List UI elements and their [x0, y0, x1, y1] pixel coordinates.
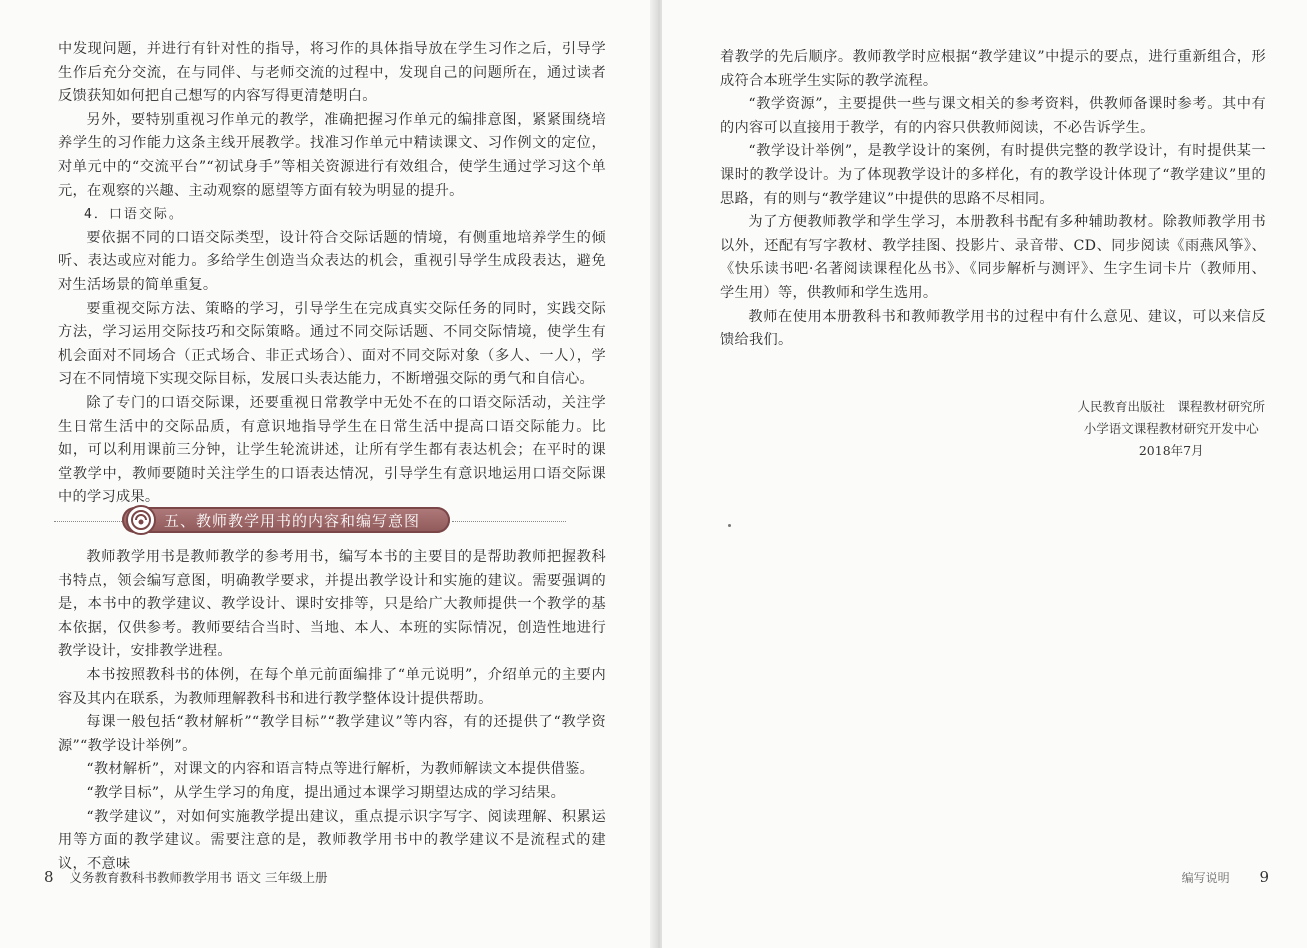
right-text [720, 46, 1266, 353]
signature-date: 2018年7月 [1138, 443, 1204, 458]
paragraph: 每课一般包括“教材解析”“教学目标”“教学建议”等内容，有的还提供了“教学资源”“教学设计举例”。 [58, 714, 606, 754]
paragraph: “教学目标”，从学生学习的角度，提出通过本课学习期望达成的学习结果。 [86, 784, 566, 801]
paragraph: 要依据不同的口语交际类型，设计符合交际话题的情境，有侧重地培养学生的倾听、表达或应对能力。多给学生创造当众表达的机会，重视引导学生成段表达，避免对生活场景的简单重复。 [58, 229, 606, 293]
paragraph: 除了专门的口语交际课，还要重视日常教学中无处不在的口语交际活动，关注学生日常生活中的交际品质，有意识地指导学生在日常生活中提高口语交际能力。比如，可以利用课前三分钟，让学生轮流讲述，让所有学生都有表达机会；在平时的课堂教学中，教师要随时关注学生的口语表达情况，引导学生有意识地运用口语交际课中的学习成果。 [58, 394, 606, 506]
right-page [662, 0, 1307, 948]
paragraph: 教师教学用书是教师教学的参考用书，编写本书的主要目的是帮助教师把握教科书特点，领会编写意图，明确教学要求，并提出教学设计和实施的建议。需要强调的是，本书中的教学建议、教学设计、课时安排等，只是给广大教师提供一个教学的基本依据，仅供参考。教师要结合当时、当地、本人、本班的实际情况，创造性地进行教学设计，安排教学进程。 [58, 549, 606, 660]
signature-org-2: 小学语文课程教材研究开发中心 [1083, 421, 1259, 436]
section-badge-icon [126, 505, 156, 535]
page-number: 9 [1259, 868, 1269, 886]
subheading-oral-communication: 4．口语交际。 [84, 207, 184, 223]
dotted-divider [54, 521, 122, 522]
paragraph: “教学设计举例”，是教学设计的案例，有时提供完整的教学设计，有时提供某一课时的教学设计。为了体现教学设计的多样化，有的教学设计体现了“教学建议”里的思路，有的则与“教学建议”中提供的思路不尽相同。 [720, 143, 1266, 207]
section-heading-pill [122, 507, 450, 533]
page-number: 8 [44, 868, 54, 886]
dotted-divider [452, 521, 566, 522]
paragraph: “教材解析”，对课文的内容和语言特点等进行解析，为教师解读文本提供借鉴。 [86, 761, 595, 778]
paragraph: 教师在使用本册教科书和教师教学用书的过程中有什么意见、建议，可以来信反馈给我们。 [720, 308, 1266, 349]
section-label: 编写说明 [1181, 871, 1230, 885]
section-title: 五、教师教学用书的内容和编写意图 [164, 512, 421, 530]
left-bottom-text [58, 546, 606, 876]
paragraph: 中发现问题，并进行有针对性的指导，将习作的具体指导放在学生习作之后，引导学生作后充分交流，在与同伴、与老师交流的过程中，发现自己的问题所在，通过读者反馈获知如何把自己想写的内容写得更清楚明白。 [58, 41, 606, 105]
book-title: 义务教育教科书教师教学用书 语文 三年级上册 [69, 870, 328, 885]
paragraph: 要重视交际方法、策略的学习，引导学生在完成真实交际任务的同时，实践交际方法，学习运用交际技巧和交际策略。通过不同交际话题、不同交际情境，使学生有机会面对不同场合（正式场合、非正式场合）、面对不同交际对象（多人、一人），学习在不同情境下实现交际目标，发展口头表达能力，不断增强交际的勇气和自信心。 [58, 300, 606, 388]
paragraph: “教学资源”，主要提供一些与课文相关的参考资料，供教师备课时参考。其中有的内容可以直接用于教学，有的内容只供教师阅读，不必告诉学生。 [720, 96, 1266, 136]
right-footer [1182, 868, 1269, 886]
paragraph: “教学建议”，对如何实施教学提出建议，重点提示识字写字、阅读理解、积累运用等方面的教学建议。需要注意的是，教师教学用书中的教学建议不是流程式的建议，不意味 [58, 808, 606, 872]
paragraph: 着教学的先后顺序。教师教学时应根据“教学建议”中提示的要点，进行重新组合，形成符合本班学生实际的教学流程。 [720, 49, 1266, 89]
signature-org-1: 人民教育出版社 课程教材研究所 [1077, 399, 1265, 414]
scan-speck [728, 524, 731, 527]
paragraph: 为了方便教师教学和学生学习，本册教科书配有多种辅助教材。除教师教学用书以外，还配有写字教材、教学挂图、投影片、录音带、CD、同步阅读《雨燕风筝》、《快乐读书吧·名著阅读课程化丛书》、《同步解析与测评》、生字生词卡片（教师用、学生用）等，供教师和学生选用。 [720, 214, 1266, 301]
signature-block [1077, 396, 1265, 462]
paragraph: 本书按照教科书的体例，在每个单元前面编排了“单元说明”，介绍单元的主要内容及其内在联系，为教师理解教科书和进行教学整体设计提供帮助。 [58, 666, 606, 707]
left-footer [44, 868, 327, 886]
left-top-text [58, 38, 606, 510]
paragraph: 另外，要特别重视习作单元的教学，准确把握习作单元的编排意图，紧紧围绕培养学生的习作能力这条主线开展教学。找准习作单元中精读课文、习作例文的定位，对单元中的“交流平台”“初试身手”等相关资源进行有效组合，使学生通过学习这个单元，在观察的兴趣、主动观察的愿望等方面有较为明显的提升。 [58, 111, 606, 199]
section-heading-bar [54, 506, 566, 536]
